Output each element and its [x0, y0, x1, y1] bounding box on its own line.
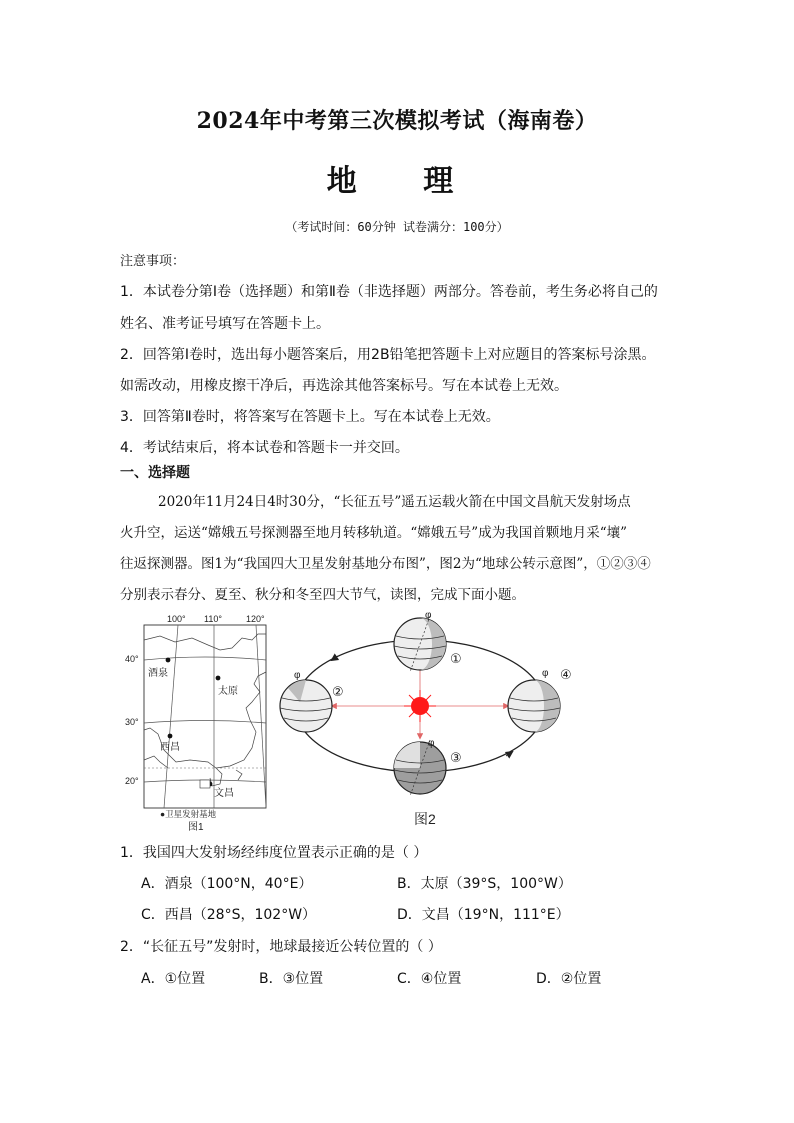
notes-line: 4．考试结束后，将本试卷和答题卡一并交回。 — [120, 440, 409, 456]
svg-text:φ: φ — [294, 670, 301, 681]
question-1-option-d[interactable]: D．文昌（19°N，111°E） — [397, 907, 570, 923]
notes-line: 2．回答第Ⅰ卷时，选出每小题答案后，用2B铅笔把答题卡上对应题目的答案标号涂黑。 — [120, 347, 656, 363]
exam-time-info: （考试时间：60分钟 试卷满分：100分） — [285, 220, 509, 234]
question-1-option-a[interactable]: A．酒泉（100°N，40°E） — [141, 876, 313, 892]
figure1-legend: ●卫星发射基地 — [160, 809, 217, 819]
lon-label: 100° — [167, 614, 186, 624]
figure1-launch-site-map — [120, 610, 280, 836]
site-label-taiyuan: 太原 — [218, 686, 238, 697]
question-2-option-d[interactable]: D．②位置 — [536, 971, 602, 987]
question-1-option-c[interactable]: C．西昌（28°S，102°W） — [141, 907, 317, 923]
position-label-4: ④ — [560, 667, 572, 682]
lat-label: 40° — [125, 654, 139, 664]
svg-text:φ: φ — [425, 610, 432, 621]
question-2-option-b[interactable]: B．③位置 — [259, 971, 324, 987]
exam-title: 2024年中考第三次模拟考试（海南卷） — [196, 108, 598, 134]
notes-line: 1．本试卷分第Ⅰ卷（选择题）和第Ⅱ卷（非选择题）两部分。答卷前，考生务必将自己的 — [120, 284, 658, 300]
position-label-3: ③ — [450, 750, 462, 765]
site-label-jiuquan: 酒泉 — [148, 668, 168, 679]
lat-label: 30° — [125, 717, 139, 727]
figure2-caption: 图2 — [414, 811, 436, 827]
lon-label: 120° — [246, 614, 265, 624]
lat-label: 20° — [125, 776, 139, 786]
position-label-2: ② — [332, 684, 344, 699]
position-label-1: ① — [450, 651, 462, 666]
notes-line: 如需改动，用橡皮擦干净后，再选涂其他答案标号。写在本试卷上无效。 — [120, 378, 568, 394]
passage-line: 往返探测器。图1为“我国四大卫星发射基地分布图”，图2为“地球公转示意图”，①②③④ — [120, 556, 651, 572]
passage-line: 分别表示春分、夏至、秋分和冬至四大节气，读图，完成下面小题。 — [120, 587, 525, 603]
svg-text:φ: φ — [428, 738, 435, 749]
question-1-stem: 1．我国四大发射场经纬度位置表示正确的是（ ） — [120, 845, 428, 861]
notes-line: 3．回答第Ⅱ卷时，将答案写在答题卡上。写在本试卷上无效。 — [120, 409, 500, 425]
lon-label: 110° — [204, 614, 222, 624]
notes-line: 姓名、准考证号填写在答题卡上。 — [120, 316, 330, 332]
site-label-wenchang: 文昌 — [214, 788, 234, 799]
passage-line: 2020年11月24日4时30分，“长征五号”遥五运载火箭在中国文昌航天发射场点 — [158, 494, 631, 510]
question-2-option-a[interactable]: A．①位置 — [141, 971, 206, 987]
site-label-xichang: 西昌 — [160, 742, 180, 753]
notes-heading: 注意事项： — [120, 254, 186, 269]
question-2-stem: 2．“长征五号”发射时，地球最接近公转位置的（ ） — [120, 939, 442, 955]
question-2-option-c[interactable]: C．④位置 — [397, 971, 462, 987]
question-1-option-b[interactable]: B．太原（39°S，100°W） — [397, 876, 572, 892]
figure1-caption: 图1 — [188, 822, 204, 833]
svg-text:φ: φ — [542, 668, 549, 679]
section-heading: 一、选择题 — [120, 465, 190, 481]
subject-title: 地 理 — [326, 164, 482, 199]
passage-line: 火升空，运送“嫦娥五号探测器至地月转移轨道。“嫦娥五号”成为我国首颗地月采“壤” — [120, 525, 628, 541]
figure2-revolution-diagram — [270, 606, 580, 832]
